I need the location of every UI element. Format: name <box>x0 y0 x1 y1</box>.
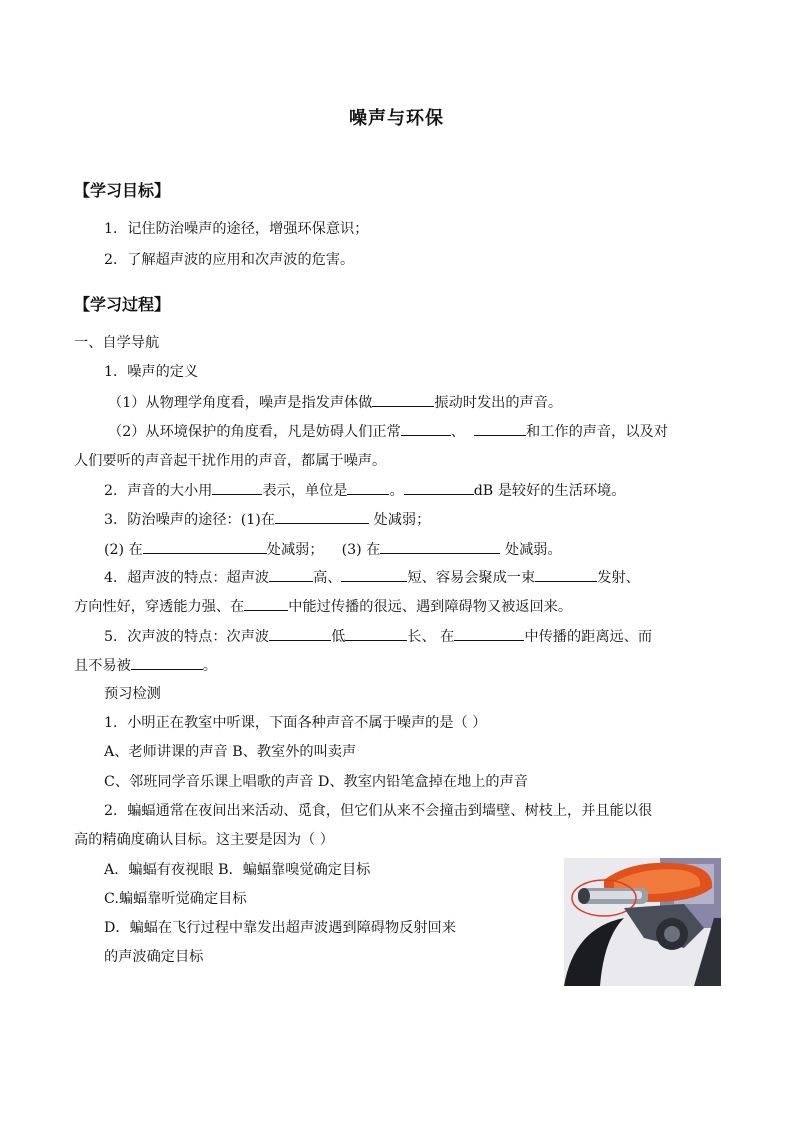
blank <box>341 567 407 582</box>
question-1b-cont: 人们要听的声音起干扰作用的声音，都属于噪声。 <box>74 453 387 469</box>
blank <box>535 567 597 582</box>
blank <box>454 626 524 641</box>
test-2: 2．蝙蝠通常在夜间出来活动、觅食，但它们从来不会撞击到墙壁、树枝上，并且能以很 <box>104 803 653 819</box>
blank <box>269 567 313 582</box>
text: 处减弱； <box>266 542 324 558</box>
test-2-option-d-cont: 的声波确定目标 <box>104 949 204 965</box>
objective-1: 1．记住防治噪声的途径，增强环保意识； <box>104 221 369 237</box>
text: 中能过传播的很远、遇到障碍物又被返回来。 <box>288 599 573 615</box>
objective-2: 2．了解超声波的应用和次声波的危害。 <box>104 252 355 268</box>
question-1-title: 1．噪声的定义 <box>104 364 199 380</box>
text: 处减弱。 <box>504 542 562 558</box>
process-heading: 【学习过程】 <box>74 295 171 314</box>
objectives-heading: 【学习目标】 <box>74 181 171 200</box>
section-self-study: 一、自学导航 <box>74 335 160 351</box>
question-5 <box>104 626 652 647</box>
test-2-option-c: C.蝙蝠靠听觉确定目标 <box>104 891 247 907</box>
question-1b <box>108 421 668 442</box>
text: 且不易被 <box>74 658 131 674</box>
text: 4．超声波的特点：超声波 <box>104 570 270 586</box>
text: 。 <box>202 658 217 674</box>
text: (2) 在 <box>104 542 143 558</box>
blank <box>372 392 434 407</box>
blank <box>131 655 203 670</box>
text: (3) 在 <box>341 542 381 558</box>
text: 处减弱； <box>373 512 431 528</box>
blank <box>345 626 407 641</box>
blank <box>474 421 526 436</box>
blank <box>347 480 389 495</box>
test-2-cont: 高的精确度确认目标。这主要是因为（ ） <box>74 832 334 848</box>
question-3 <box>104 509 430 530</box>
text: 高、 <box>313 570 342 586</box>
text: （1）从物理学角度看，噪声是指发声体做 <box>108 395 373 411</box>
text: 低 <box>331 629 346 645</box>
test-1-options-ab: A、老师讲课的声音 B、教室外的叫卖声 <box>104 744 357 760</box>
text: 3．防治噪声的途径：(1)在 <box>104 512 275 528</box>
text: 5．次声波的特点：次声波 <box>104 629 270 645</box>
text: dB 是较好的生活环境。 <box>473 483 626 499</box>
blank <box>380 539 500 554</box>
blank <box>143 539 267 554</box>
text: 长、 在 <box>407 629 455 645</box>
blank <box>269 626 331 641</box>
blank <box>275 509 369 524</box>
text: 、 <box>450 424 465 440</box>
test-2-options-ab: A．蝙蝠有夜视眼 B．蝙蝠靠嗅觉确定目标 <box>104 862 371 878</box>
text: （2）从环境保护的角度看，凡是妨碍人们正常 <box>108 424 401 440</box>
motorcycle-exhaust-photo <box>564 858 721 986</box>
question-5-cont <box>74 655 217 676</box>
blank <box>401 421 451 436</box>
text: 短、容易会聚成一束 <box>407 570 536 586</box>
text: 中传播的距离远、而 <box>524 629 653 645</box>
text: 发射、 <box>597 570 640 586</box>
text: 2．声音的大小用 <box>104 483 213 499</box>
test-2-option-d: D．蝙蝠在飞行过程中靠发出超声波遇到障碍物反射回来 <box>104 920 456 936</box>
text: 振动时发出的声音。 <box>434 395 563 411</box>
text: 表示，单位是 <box>262 483 348 499</box>
question-2 <box>104 480 625 501</box>
text: 和工作的声音，以及对 <box>526 424 668 440</box>
question-1a <box>108 392 562 413</box>
text: 。 <box>389 483 404 499</box>
question-4 <box>104 567 640 588</box>
page-title: 噪声与环保 <box>349 108 444 129</box>
blank <box>404 480 474 495</box>
question-3b <box>104 539 562 560</box>
test-1-options-cd: C、邻班同学音乐课上唱歌的声音 D、教室内铅笔盒掉在地上的声音 <box>104 774 528 790</box>
blank <box>244 596 288 611</box>
blank <box>212 480 262 495</box>
test-1: 1．小明正在教室中听课，下面各种声音不属于噪声的是（ ） <box>104 715 487 731</box>
question-4-cont <box>74 596 572 617</box>
preview-heading: 预习检测 <box>104 686 161 702</box>
text: 方向性好，穿透能力强、在 <box>74 599 245 615</box>
